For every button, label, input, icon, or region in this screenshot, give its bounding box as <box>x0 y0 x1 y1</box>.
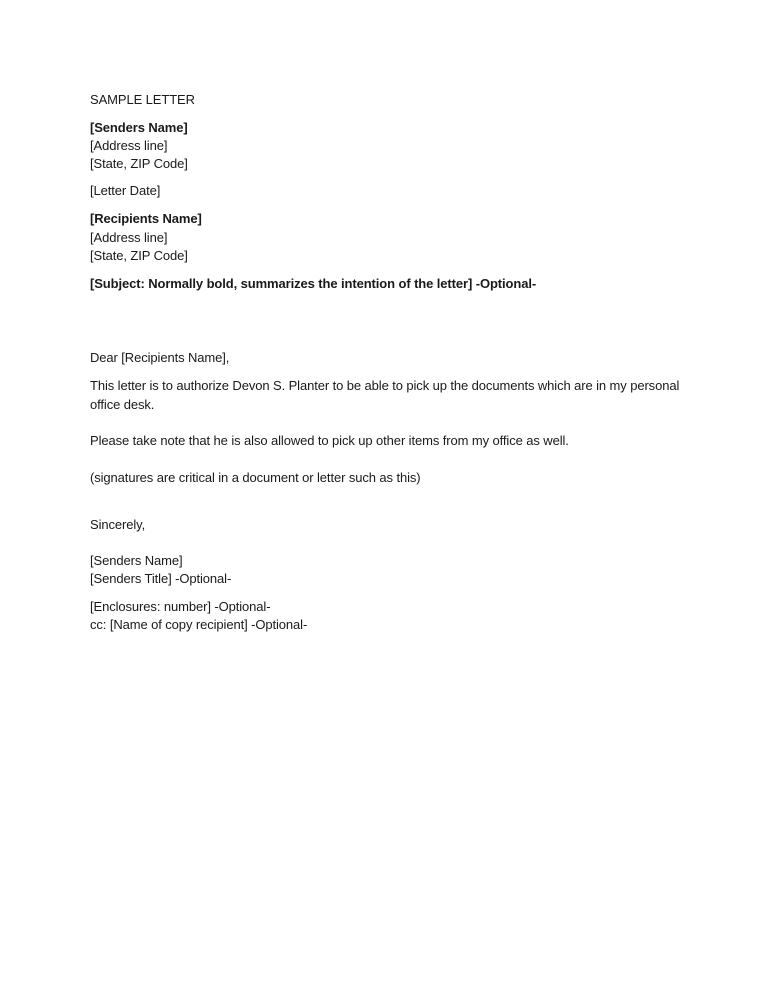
letter-heading: SAMPLE LETTER <box>90 92 195 107</box>
signature-name: [Senders Name] <box>90 553 183 568</box>
signature-title: [Senders Title] -Optional- <box>90 571 232 586</box>
body-paragraph-1-line-2: office desk. <box>90 397 155 412</box>
sender-state-zip: [State, ZIP Code] <box>90 156 188 171</box>
closing: Sincerely, <box>90 517 146 532</box>
sender-address-line: [Address line] <box>90 138 168 153</box>
body-paragraph-3: (signatures are critical in a document or letter such as this) <box>90 470 421 485</box>
sender-name: [Senders Name] <box>90 120 188 135</box>
recipient-name: [Recipients Name] <box>90 211 202 226</box>
enclosures: [Enclosures: number] -Optional- <box>90 599 271 614</box>
letter-subject: [Subject: Normally bold, summarizes the intention of the letter] -Optional- <box>90 276 537 291</box>
letter-date: [Letter Date] <box>90 183 161 198</box>
salutation: Dear [Recipients Name], <box>90 350 230 365</box>
recipient-address-line: [Address line] <box>90 230 168 245</box>
recipient-state-zip: [State, ZIP Code] <box>90 248 188 263</box>
cc-line: cc: [Name of copy recipient] -Optional- <box>90 617 308 632</box>
body-paragraph-1-line-1: This letter is to authorize Devon S. Planter to be able to pick up the documents which are in my personal <box>90 378 680 393</box>
body-paragraph-2: Please take note that he is also allowed to pick up other items from my office as well. <box>90 433 569 448</box>
